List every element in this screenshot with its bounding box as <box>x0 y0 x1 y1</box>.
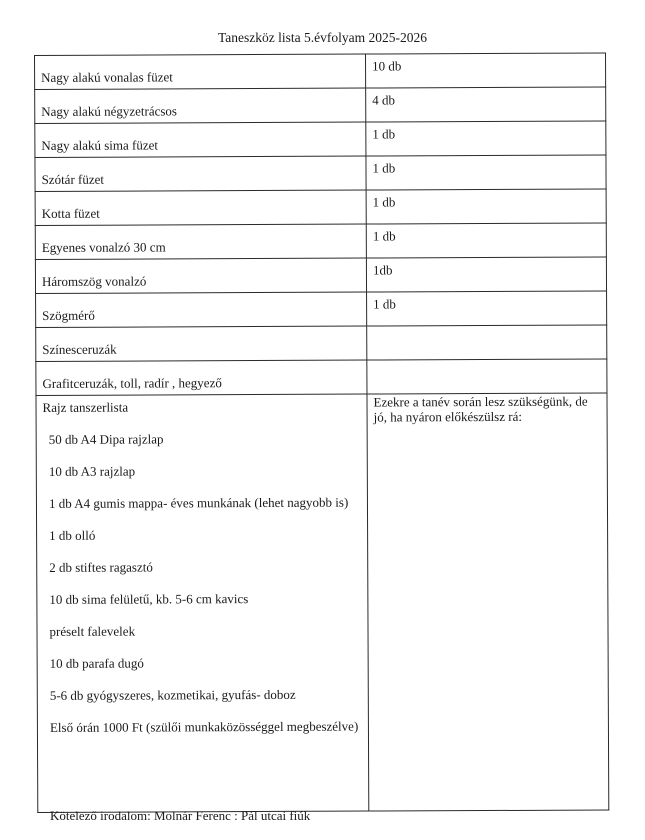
art-supply-item: 10 db sima felületű, kb. 5-6 cm kavics <box>49 591 249 607</box>
art-supply-item: 1 db olló <box>49 527 96 543</box>
supply-quantity: 1 db <box>366 121 606 156</box>
art-note: Ezekre a tanév során lesz szükségünk, de jó, ha nyáron előkészülsz rá: <box>367 393 609 811</box>
supply-row <box>35 155 606 191</box>
art-supply-item: 10 db parafa dugó <box>49 655 144 671</box>
supply-row <box>36 325 607 361</box>
supply-row <box>35 223 606 259</box>
art-supplies-row <box>36 393 609 812</box>
supply-row <box>35 257 606 293</box>
art-supply-item: préselt falevelek <box>49 623 136 639</box>
supply-name: Színesceruzák <box>36 326 367 361</box>
supply-quantity <box>367 359 607 394</box>
supply-row <box>35 87 606 123</box>
required-reading: Kötelező irodalom: Molnár Ferenc : Pál utcai fiúk <box>50 808 311 823</box>
supply-quantity: 1 db <box>367 291 607 326</box>
supply-row <box>36 291 607 327</box>
art-supply-item: 5-6 db gyógyszeres, kozmetikai, gyufás- doboz <box>49 686 296 703</box>
art-supplies-cell <box>36 394 369 812</box>
supply-table <box>34 53 609 813</box>
supply-quantity: 1 db <box>366 189 606 224</box>
art-list-title: Rajz tanszerlista <box>42 399 129 415</box>
art-supply-item: 50 db A4 Dipa rajzlap <box>48 431 164 447</box>
supply-name: Szögmérő <box>36 292 367 327</box>
supply-name: Nagy alakú sima füzet <box>35 122 366 157</box>
supply-quantity: 1db <box>366 257 606 292</box>
art-supply-item: 1 db A4 gumis mappa- éves munkának (lehet nagyobb is) <box>48 494 349 511</box>
supply-name: Nagy alakú négyzetrácsos <box>35 88 366 123</box>
supply-name: Grafitceruzák, toll, radír , hegyező <box>36 360 367 395</box>
art-supply-item: Első órán 1000 Ft (szülői munkaközösséggel megbeszélve) <box>49 718 359 735</box>
document-title: Taneszköz lista 5.évfolyam 2025-2026 <box>218 30 427 45</box>
supply-row <box>35 121 606 157</box>
supply-quantity: 1 db <box>366 223 606 258</box>
art-supply-list <box>43 431 362 736</box>
supply-quantity: 1 db <box>366 155 606 190</box>
supply-row <box>36 359 607 395</box>
supply-name: Kotta füzet <box>35 190 366 225</box>
supply-quantity <box>367 325 607 360</box>
supply-row <box>35 53 606 89</box>
art-supply-item: 10 db A3 rajzlap <box>48 463 136 479</box>
art-supply-item: 2 db stiftes ragasztó <box>49 559 153 575</box>
supply-name: Egyenes vonalzó 30 cm <box>35 224 366 259</box>
supply-name: Nagy alakú vonalas füzet <box>35 54 366 89</box>
supply-row <box>35 189 606 225</box>
supply-name: Háromszög vonalzó <box>35 258 366 293</box>
supply-quantity: 10 db <box>365 53 605 88</box>
supply-name: Szótár füzet <box>35 156 366 191</box>
supply-quantity: 4 db <box>366 87 606 122</box>
